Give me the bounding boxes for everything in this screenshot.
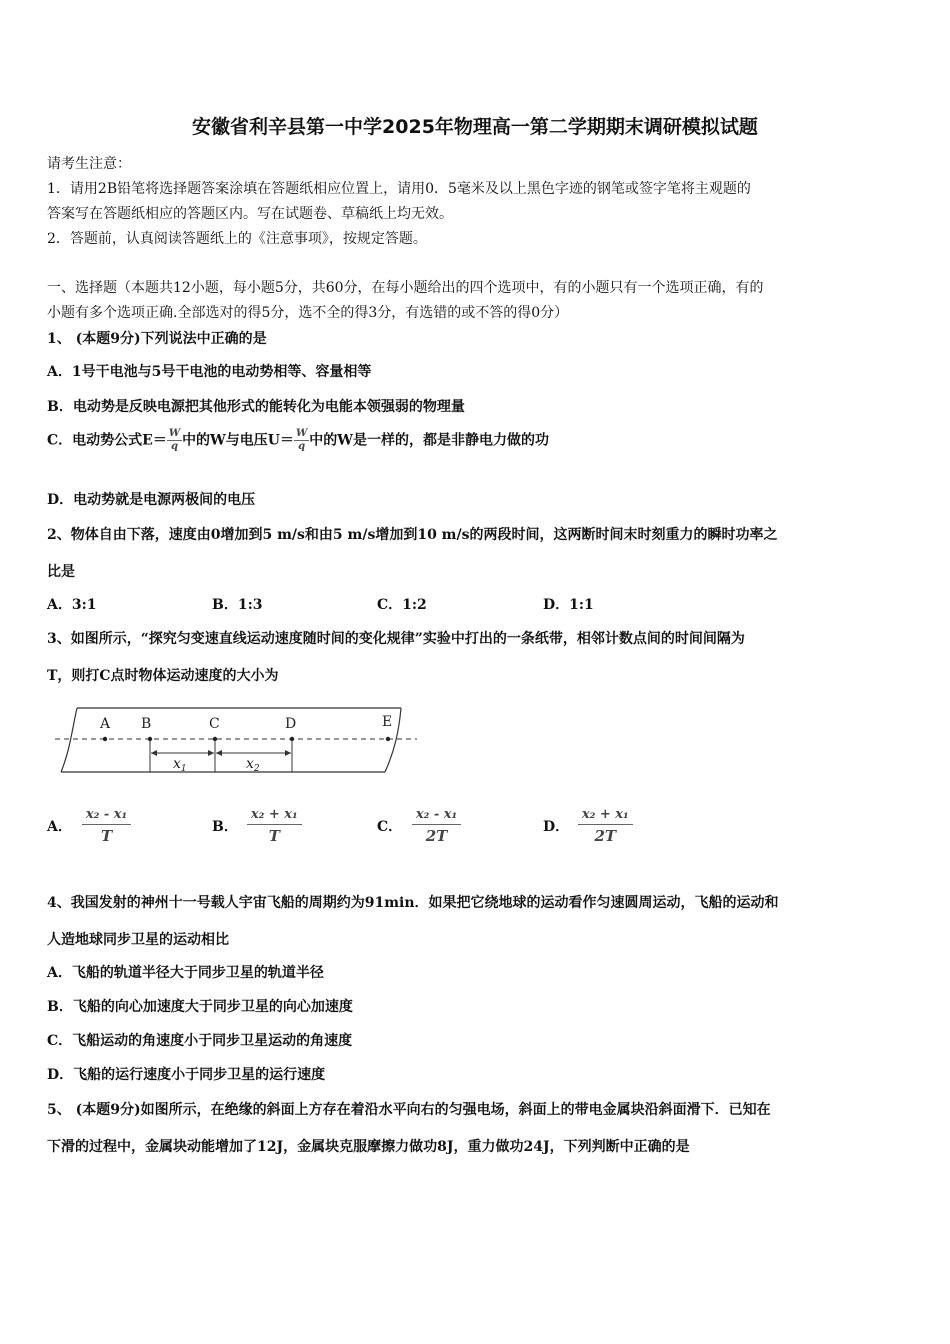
q3-b-num: x₂ + x₁ [247,807,302,825]
point-e-dot [386,737,390,741]
q4-option-b: B．飞船的向心加速度大于同步卫星的向心加速度 [47,999,353,1015]
q3-stem: 3、如图所示，“探究匀变速直线运动速度随时间的变化规律”实验中打出的一条纸带，相邻计数点间的时间间隔为 [47,631,745,647]
q3-option-a [47,807,131,845]
voltage-frac-num: W [296,428,308,439]
q3-b-letter: B． [212,819,238,835]
q1-option-b: B．电动势是反映电源把其他形式的能转化为电能本领强弱的物理量 [47,399,465,415]
notice-heading: 请考生注意： [47,156,131,172]
emf-fraction [167,428,182,453]
q3-d-fraction [578,807,633,845]
emf-frac-num: W [168,428,181,439]
q1-option-c [47,428,549,453]
q3-option-c [377,807,461,845]
q1-c-prefix: C．电动势公式E＝ [47,432,167,449]
point-e-label: E [382,714,393,730]
q3-stem-cont: T，则打C点时物体运动速度的大小为 [47,668,279,684]
q1-c-suffix: 中的W是一样的，都是非静电力做的功 [309,432,549,449]
q2-stem: 2、物体自由下落，速度由0增加到5 m/s和由5 m/s增加到10 m/s的两段时间，这两断时间末时刻重力的瞬时功率之 [47,527,778,543]
x1-arrow-right [208,750,214,756]
q3-d-den: 2T [594,827,617,845]
q5-stem-cont: 下滑的过程中，金属块动能增加了12J，金属块克服摩擦力做功8J，重力做功24J，下列判断中正确的是 [47,1139,690,1155]
point-c-label: C [209,716,220,732]
q3-a-num: x₂ - x₁ [82,807,131,825]
q3-c-fraction [412,807,461,845]
q3-d-num: x₂ + x₁ [578,807,633,825]
emf-frac-den: q [170,441,178,452]
q1-stem: 1、 (本题9分)下列说法中正确的是 [47,331,267,347]
q1-option-d: D．电动势就是电源两极间的电压 [47,492,256,508]
page-title: 安徽省利辛县第一中学2025年物理高一第二学期期末调研模拟试题 [192,116,758,138]
q3-a-fraction [82,807,131,845]
q1-c-middle: 中的W与电压U＝ [182,432,294,449]
voltage-fraction [294,428,309,453]
q4-stem: 4、我国发射的神州十一号载人宇宙飞船的周期约为91min．如果把它绕地球的运动看作匀速圆周运动，飞船的运动和 [47,895,779,911]
x2-arrow-left [216,750,222,756]
x1-arrow-left [151,750,157,756]
notice-item-1-cont: 答案写在答题纸相应的答题区内。写在试题卷、草稿纸上均无效。 [47,206,453,222]
section-heading: 一、选择题（本题共12小题，每小题5分，共60分，在每小题给出的四个选项中，有的小题只有一个选项正确，有的 [47,280,764,296]
q3-b-den: T [268,827,280,845]
paper-tape-figure [55,700,425,780]
q4-option-c: C．飞船运动的角速度小于同步卫星运动的角速度 [47,1033,353,1049]
q4-option-a: A．飞船的轨道半径大于同步卫星的轨道半径 [47,965,324,981]
q3-option-d [543,807,633,845]
q3-a-den: T [100,827,113,845]
notice-item-1: 1．请用2B铅笔将选择题答案涂填在答题纸相应位置上，请用0．5毫米及以上黑色字迹的钢笔或签字笔将主观题的 [47,181,751,197]
q3-b-fraction [247,807,302,845]
q2-stem-cont: 比是 [47,564,75,580]
q2-option-c: C．1:2 [377,597,427,613]
x1-label: $x_1$ [173,756,187,774]
q2-option-a: A．3:1 [47,597,97,613]
q3-c-den: 2T [425,827,448,845]
point-a-dot [103,737,107,741]
q5-stem: 5、 (本题9分)如图所示，在绝缘的斜面上方存在着沿水平向右的匀强电场，斜面上的带电金属块沿斜面滑下．已知在 [47,1102,771,1118]
tape-left-edge [61,708,77,772]
point-a-label: A [100,716,111,732]
q4-option-d: D．飞船的运行速度小于同步卫星的运行速度 [47,1067,326,1083]
voltage-frac-den: q [298,441,306,452]
q3-option-b [212,807,302,845]
point-d-label: D [285,716,297,732]
q2-option-b: B．1:3 [212,597,263,613]
point-b-label: B [141,716,152,732]
q3-c-letter: C． [377,819,403,835]
q3-c-num: x₂ - x₁ [412,807,461,825]
q1-option-a: A．1号干电池与5号干电池的电动势相等、容量相等 [47,364,372,380]
q3-d-letter: D． [543,819,570,835]
x2-label: $x_2$ [246,756,260,774]
section-heading-cont: 小题有多个选项正确.全部选对的得5分，选不全的得3分，有选错的或不答的得0分） [47,305,569,321]
q2-option-d: D．1:1 [543,597,594,613]
notice-item-2: 2．答题前，认真阅读答题纸上的《注意事项》，按规定答题。 [47,231,427,247]
x2-arrow-right [285,750,291,756]
q3-a-letter: A． [47,819,72,835]
q4-stem-cont: 人造地球同步卫星的运动相比 [47,932,229,948]
